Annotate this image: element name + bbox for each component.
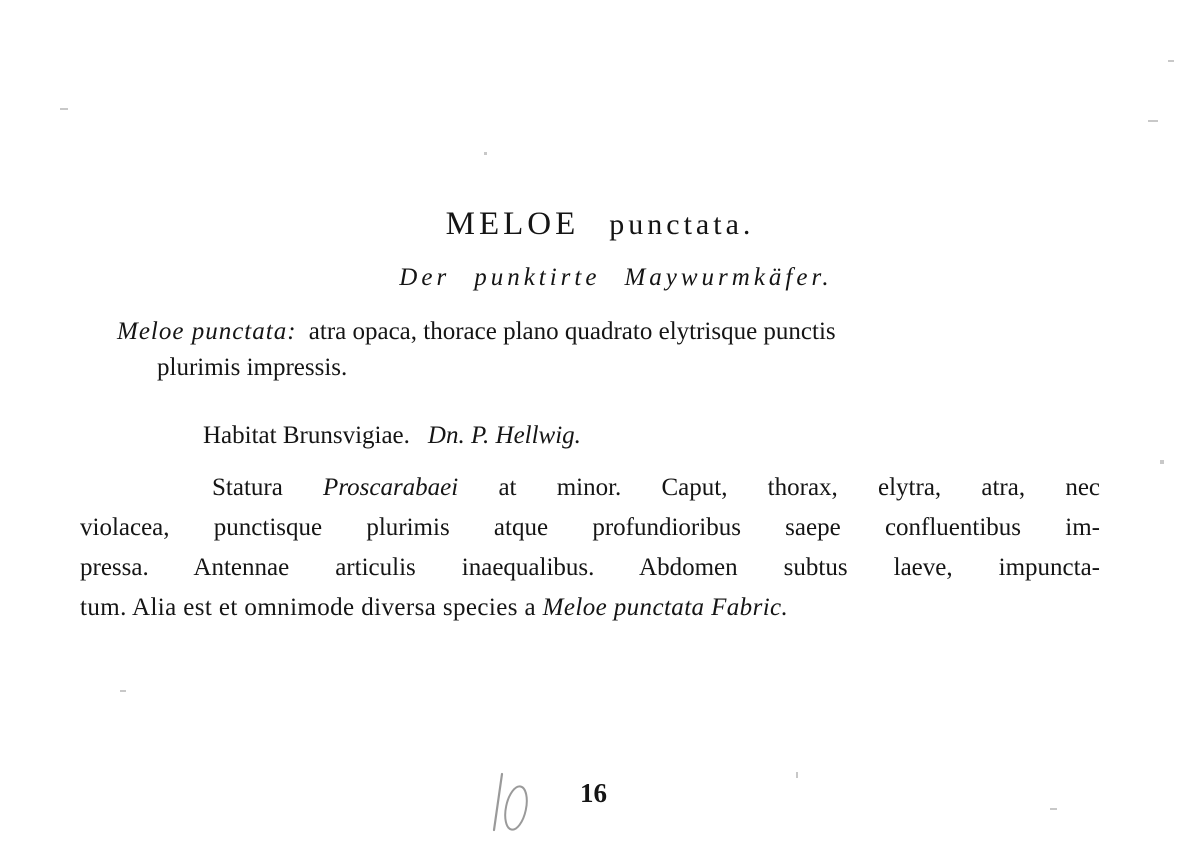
- page-subtitle: [0, 264, 1200, 292]
- paper-speck: [484, 152, 487, 155]
- description-italic: Meloe punctata Fabric.: [542, 594, 789, 621]
- habitat-authority: Dn. P. Hellwig.: [427, 422, 581, 449]
- paper-speck: [1050, 808, 1057, 810]
- paper-speck: [1160, 460, 1164, 464]
- subtitle-word: Maywurmkäfer.: [624, 264, 833, 291]
- habitat-line: [203, 422, 581, 450]
- habitat-text: Habitat Brunsvigiae.: [203, 422, 410, 449]
- diagnosis-name: Meloe punctata:: [117, 318, 297, 345]
- paper-speck: [1148, 120, 1158, 122]
- page-title: [0, 206, 1200, 243]
- subtitle-word: Der: [399, 264, 451, 291]
- paper-speck: [120, 690, 126, 692]
- description-text: Statura: [212, 474, 283, 501]
- description-text: at minor. Caput, thorax, elytra, atra, nec: [498, 474, 1101, 501]
- description-line-2: violacea, punctisque plurimis atque profundioribus saepe confluentibus im-: [80, 514, 1100, 541]
- subtitle-word: punktirte: [474, 264, 601, 291]
- pencil-annotation-mark: [488, 768, 538, 838]
- diagnosis-line-1: [117, 314, 1102, 350]
- paper-speck: [60, 108, 68, 110]
- description-line-1: [80, 468, 1100, 508]
- title-species: punctata.: [609, 208, 755, 241]
- diagnosis-text: atra opaca, thorace plano quadrato elytrisque punctis: [308, 318, 836, 345]
- page-number: 16: [580, 778, 607, 808]
- description-text: tum. Alia est et omnimode diversa species a: [80, 594, 536, 621]
- description-line-3: pressa. Antennae articulis inaequalibus. Abdomen subtus laeve, impuncta-: [80, 554, 1100, 581]
- description-line-4: [80, 588, 1100, 628]
- paper-speck: [1168, 60, 1174, 62]
- description-italic: Proscarabaei: [323, 474, 459, 501]
- species-diagnosis: [117, 314, 1102, 386]
- title-genus: MELOE: [445, 206, 580, 242]
- description-paragraph: [80, 468, 1100, 628]
- paper-speck: [796, 772, 798, 778]
- diagnosis-line-2: plurimis impressis.: [157, 354, 348, 381]
